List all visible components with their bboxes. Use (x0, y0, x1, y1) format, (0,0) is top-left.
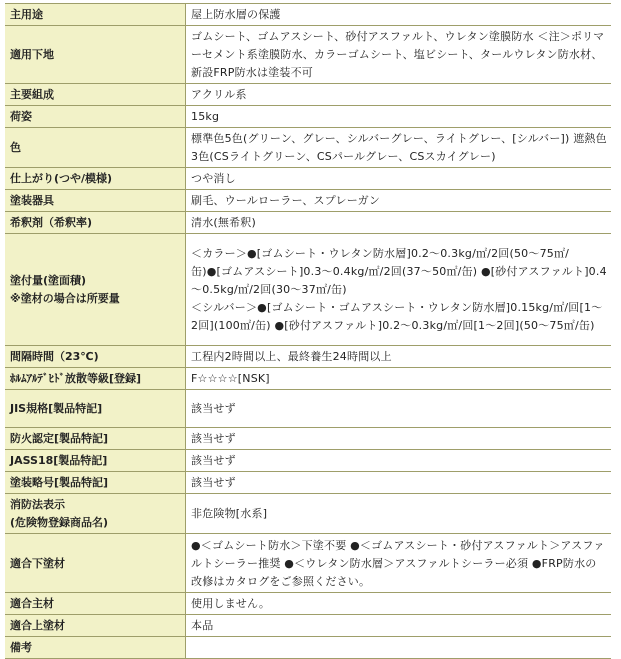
table-row (5, 390, 611, 428)
table-row (5, 4, 611, 26)
table-row (5, 234, 611, 346)
row-label: 塗装器具 (5, 190, 186, 212)
row-label: 主要組成 (5, 84, 186, 106)
table-row (5, 637, 611, 659)
row-label: JIS規格[製品特記] (5, 390, 186, 428)
row-label: 仕上がり(つや/模様) (5, 168, 186, 190)
row-label: 色 (5, 128, 186, 168)
row-value: 該当せず (186, 390, 612, 428)
table-row (5, 450, 611, 472)
row-value: ＜カラー＞●[ゴムシート・ウレタン防水層]0.2～0.3kg/㎡/2回(50～75㎡/缶)●[ゴムアスシート]0.3～0.4kg/㎡/2回(37～50㎡/缶) ●[砂付アスファルト]0.4～0.5kg/㎡/2回(30～37㎡/缶) ＜シルバー＞●[ゴムシート・ゴムアスシート・ウレタン防水層]0.15kg/㎡/回[1～2回](100㎡/缶) ●[砂付アスファルト]0.2～0.3kg/㎡/回[1～2回](50～75㎡/缶) (186, 234, 612, 346)
row-value: 本品 (186, 615, 612, 637)
table-row (5, 494, 611, 534)
row-label: 消防法表示 (危険物登録商品名) (5, 494, 186, 534)
row-label: 塗付量(塗面積) ※塗材の場合は所要量 (5, 234, 186, 346)
row-value: ゴムシート、ゴムアスシート、砂付アスファルト、ウレタン塗膜防水 ＜注＞ポリマーセメント系塗膜防水、カラーゴムシート、塩ビシート、タールウレタン防水材、新設FRP防水は塗装不可 (186, 26, 612, 84)
row-label: JASS18[製品特記] (5, 450, 186, 472)
row-value: 該当せず (186, 428, 612, 450)
table-row (5, 472, 611, 494)
row-label: 適合下塗材 (5, 534, 186, 593)
row-value: 非危険物[水系] (186, 494, 612, 534)
table-row (5, 26, 611, 84)
row-value: 屋上防水層の保護 (186, 4, 612, 26)
row-value: 標準色5色(グリーン、グレー、シルバーグレー、ライトグレー、[シルバー]) 遮熱色3色(CSライトグリーン、CSパールグレー、CSスカイグレー) (186, 128, 612, 168)
row-label: ﾎﾙﾑｱﾙﾃﾞﾋﾄﾞ放散等級[登録] (5, 368, 186, 390)
row-label: 防火認定[製品特記] (5, 428, 186, 450)
row-value: 該当せず (186, 472, 612, 494)
row-label: 荷姿 (5, 106, 186, 128)
row-value: 工程内2時間以上、最終養生24時間以上 (186, 346, 612, 368)
table-row (5, 168, 611, 190)
row-value: つや消し (186, 168, 612, 190)
row-label: 希釈剤（希釈率) (5, 212, 186, 234)
table-row (5, 212, 611, 234)
table-row (5, 190, 611, 212)
row-value: ●＜ゴムシート防水＞下塗不要 ●＜ゴムアスシート・砂付アスファルト＞アスファルトシーラー推奨 ●＜ウレタン防水層＞アスファルトシーラー必須 ●FRP防水の改修はカタログをご参照ください。 (186, 534, 612, 593)
row-label: 主用途 (5, 4, 186, 26)
table-row (5, 593, 611, 615)
row-value: F☆☆☆☆[NSK] (186, 368, 612, 390)
table-row (5, 534, 611, 593)
row-label: 適合上塗材 (5, 615, 186, 637)
table-row (5, 615, 611, 637)
row-label: 間隔時間（23℃) (5, 346, 186, 368)
table-row (5, 106, 611, 128)
row-label: 適合主材 (5, 593, 186, 615)
row-value: 該当せず (186, 450, 612, 472)
row-label: 備考 (5, 637, 186, 659)
table-row (5, 128, 611, 168)
row-value (186, 637, 612, 659)
row-value: アクリル系 (186, 84, 612, 106)
row-value: 清水(無希釈) (186, 212, 612, 234)
table-row (5, 84, 611, 106)
spec-table (5, 3, 611, 659)
row-value: 15kg (186, 106, 612, 128)
row-value: 刷毛、ウールローラー、スプレーガン (186, 190, 612, 212)
row-label: 適用下地 (5, 26, 186, 84)
table-row (5, 346, 611, 368)
table-row (5, 368, 611, 390)
row-value: 使用しません。 (186, 593, 612, 615)
table-row (5, 428, 611, 450)
row-label: 塗装略号[製品特記] (5, 472, 186, 494)
